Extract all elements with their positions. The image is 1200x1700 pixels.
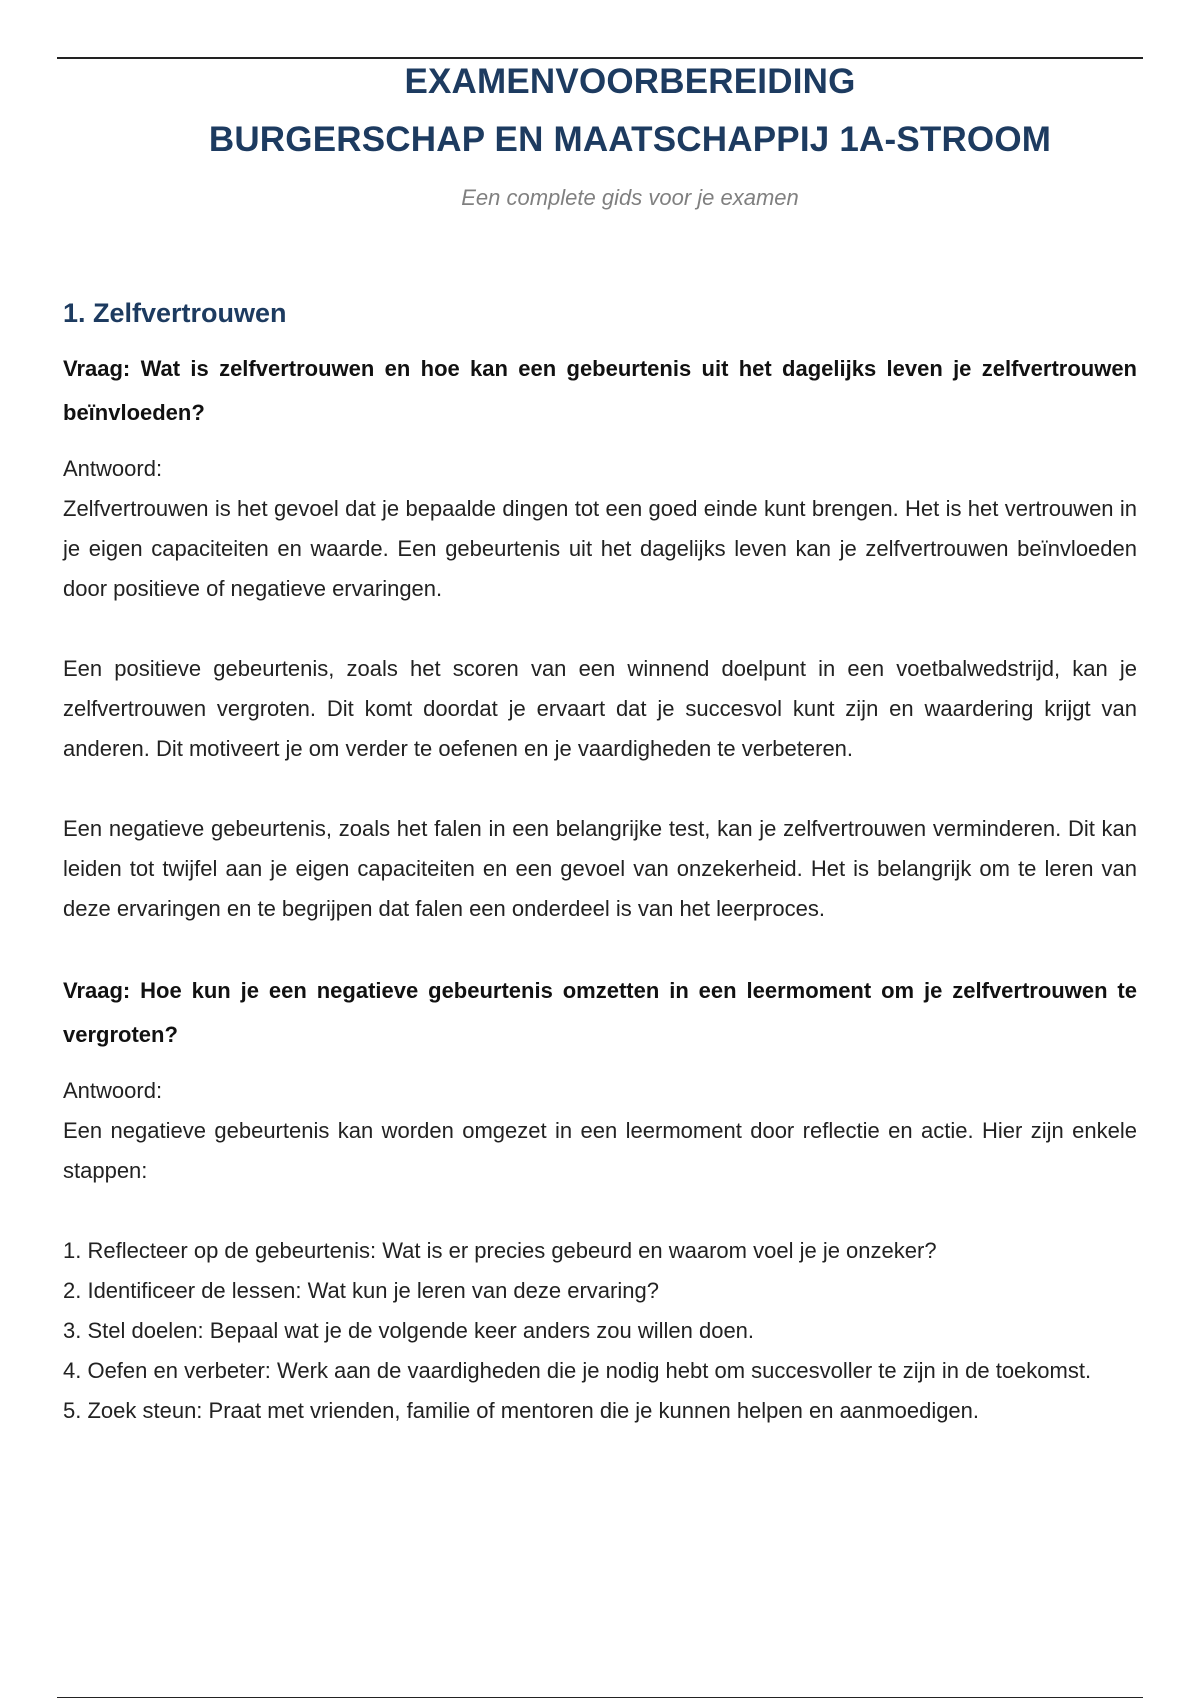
answer-2-intro: Een negatieve gebeurtenis kan worden omgezet in een leermoment door reflectie en actie. Hier zijn enkele stappen: (63, 1118, 1137, 1183)
question-1: Vraag: Wat is zelfvertrouwen en hoe kan een gebeurtenis uit het dagelijks leven je zelfvertrouwen beïnvloeden? (63, 356, 1137, 425)
list-item: 1. Reflecteer op de gebeurtenis: Wat is er precies gebeurd en waarom voel je je onzeker? (63, 1238, 937, 1263)
list-item: 5. Zoek steun: Praat met vrienden, familie of mentoren die je kunnen helpen en aanmoedigen. (63, 1398, 980, 1423)
question-2: Vraag: Hoe kun je een negatieve gebeurtenis omzetten in een leermoment om je zelfvertrouwen te vergroten? (63, 978, 1137, 1047)
document-subject: BURGERSCHAP EN MAATSCHAPPIJ 1A-STROOM (208, 120, 1052, 159)
list-item: 4. Oefen en verbeter: Werk aan de vaardigheden die je nodig hebt om succesvoller te zijn in de toekomst. (63, 1358, 1092, 1383)
answer-label-1: Antwoord: (63, 456, 163, 481)
document-subtitle: Een complete gids voor je examen (461, 185, 799, 210)
document-title: EXAMENVOORBEREIDING (404, 62, 856, 101)
bottom-rule (57, 1697, 1143, 1698)
document-body (63, 295, 1137, 1431)
answer-1-paragraph-3: Een negatieve gebeurtenis, zoals het falen in een belangrijke test, kan je zelfvertrouwen verminderen. Dit kan leiden tot twijfel aan je eigen capaciteiten en een gevoel van onzekerheid. Het is belangrijk om te leren van deze ervaringen en te begrijpen dat falen een onderdeel is van het leerproces. (63, 816, 1137, 921)
answer-1-paragraph-2: Een positieve gebeurtenis, zoals het scoren van een winnend doelpunt in een voetbalwedstrijd, kan je zelfvertrouwen vergroten. Dit komt doordat je ervaart dat je succesvol kunt zijn en waardering krijgt van anderen. Dit motiveert je om verder te oefenen en je vaardigheden te verbeteren. (63, 656, 1137, 761)
list-item: 3. Stel doelen: Bepaal wat je de volgende keer anders zou willen doen. (63, 1318, 755, 1343)
answer-label-2: Antwoord: (63, 1078, 163, 1103)
answer-1-paragraph-1: Zelfvertrouwen is het gevoel dat je bepaalde dingen tot een goed einde kunt brengen. Het is het vertrouwen in je eigen capaciteiten en waarde. Een gebeurtenis uit het dagelijks leven kan je zelfvertrouwen beïnvloeden door positieve of negatieve ervaringen. (63, 496, 1137, 601)
steps-list (63, 1231, 1137, 1431)
list-item: 2. Identificeer de lessen: Wat kun je leren van deze ervaring? (63, 1278, 659, 1303)
section-heading: 1. Zelfvertrouwen (63, 298, 287, 328)
top-rule (57, 57, 1143, 59)
